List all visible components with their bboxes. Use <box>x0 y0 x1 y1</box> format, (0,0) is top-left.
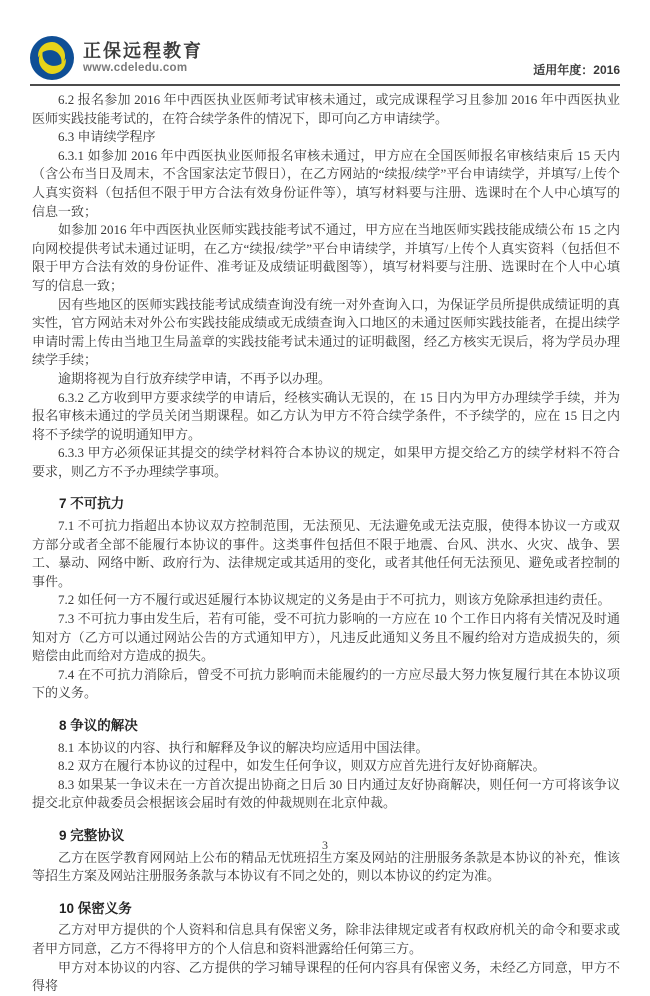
paragraph: 乙方在医学教育网网站上公布的精品无忧班招生方案及网站的注册服务条款是本协议的补充，惟该等招生方案及网站注册服务条款与本协议有不同之处的，则以本协议的约定为准。 <box>32 849 620 884</box>
paragraph: 7.3 不可抗力事由发生后，若有可能，受不可抗力影响的一方应在 10 个工作日内将有关情况及时通知对方（乙方可以通过网站公告的方式通知甲方），凡违反此通知义务且不履约给对方造成损失的，须赔偿由此而给对方造成的损失。 <box>32 611 620 664</box>
brand-block <box>30 36 203 80</box>
page-number: 3 <box>322 838 328 852</box>
section-heading: 8 争议的解决 <box>59 718 138 733</box>
brand-text <box>83 41 203 75</box>
applicable-year-label: 适用年度：2016 <box>533 63 620 77</box>
paragraph: 8.3 如果某一争议未在一方首次提出协商之日后 30 日内通过友好协商解决，则任何一方可将该争议提交北京仲裁委员会根据该会届时有效的仲裁规则在北京仲裁。 <box>32 776 620 811</box>
paragraph: 7.4 在不可抗力消除后，曾受不可抗力影响而未能履约的一方应尽最大努力恢复履行其在本协议项下的义务。 <box>32 666 620 701</box>
page-header <box>30 0 620 86</box>
section-heading: 7 不可抗力 <box>59 496 125 512</box>
document-body <box>32 91 620 996</box>
paragraph: 如参加 2016 年中西医执业医师实践技能考试不通过，甲方应在当地医师实践技能成绩公布 15 之内向网校提供考试未通过证明，在乙方“续报/续学”平台申请续学，并填写/上传个人真实资料（包括但不限于甲方合法有效的身份证件、准考证及成绩证明截图等），填写材料要与注册、选课时在个人中心填写的信息一致； <box>32 222 620 293</box>
paragraph: 8.2 双方在履行本协议的过程中，如发生任何争议，则双方应首先进行友好协商解决。 <box>58 758 546 774</box>
swirl-logo-icon <box>30 36 74 80</box>
paragraph: 7.1 不可抗力指超出本协议双方控制范围，无法预见、无法避免或无法克服，使得本协议一方或双方部分或者全部不能履行本协议的事件。这类事件包括但不限于地震、台风、洪水、火灾、战争、罢工、暴动、网络中断、政府行为、法律规定或其适用的变化，或者其他任何无法预见、避免或者控制的事件。 <box>32 518 620 589</box>
brand-url: www.cdeledu.com <box>83 61 188 74</box>
paragraph: 8.1 本协议的内容、执行和解释及争议的解决均应适用中国法律。 <box>58 739 429 755</box>
paragraph: 6.2 报名参加 2016 年中西医执业医师考试审核未通过，或完成课程学习且参加 2016 年中西医执业医师实践技能考试的，在符合续学条件的情况下，即可向乙方申请续学。 <box>32 92 620 126</box>
brand-name: 正保远程教育 <box>83 41 203 62</box>
paragraph: 逾期将视为自行放弃续学申请，不再予以办理。 <box>58 370 332 386</box>
paragraph: 6.3.2 乙方收到甲方要求续学的申请后，经核实确认无误的，在 15 日内为甲方办理续学手续，并为报名审核未通过的学员关闭当期课程。如乙方认为甲方不符合续学条件，不予续学的，应在 15 日之内将不予续学的说明通知甲方。 <box>32 389 620 442</box>
paragraph: 因有些地区的医师实践技能考试成绩查询没有统一对外查询入口，为保证学员所提供成绩证明的真实性，官方网站未对外公布实践技能成绩或无成绩查询入口地区的未通过医师实践技能者，在提出续学申请时需上传由当地卫生局盖章的实践技能考试未通过的证明截图，经乙方核实无误后，将为学员办理续学手续； <box>32 296 620 368</box>
paragraph: 7.2 如任何一方不履行或迟延履行本协议规定的义务是由于不可抗力，则该方免除承担违约责任。 <box>58 592 611 608</box>
section-heading: 9 完整协议 <box>59 827 125 843</box>
section-heading: 10 保密义务 <box>59 900 132 916</box>
paragraph: 乙方对甲方提供的个人资料和信息具有保密义务，除非法律规定或者有权政府机关的命令和要求或者甲方同意，乙方不得将甲方的个人信息和资料泄露给任何第三方。 <box>32 922 620 956</box>
paragraph: 6.3.3 甲方必须保证其提交的续学材料符合本协议的规定，如果甲方提交给乙方的续学材料不符合要求，则乙方不予办理续学事项。 <box>32 445 620 479</box>
paragraph: 甲方对本协议的内容、乙方提供的学习辅导课程的任何内容具有保密义务，未经乙方同意，甲方不得将 <box>32 959 620 994</box>
paragraph: 6.3 申请续学程序 <box>58 129 156 145</box>
paragraph: 6.3.1 如参加 2016 年中西医执业医师报名审核未通过，甲方应在全国医师报名审核结束后 15 天内（含公布当日及周末，不含国家法定节假日），在乙方网站的“续报/续学”平台申请续学，并填写/上传个人真实资料（包括但不限于甲方合法有效身份证件等），填写材料要与注册、选课时在个人中心填写的信息一致； <box>32 147 620 219</box>
page-footer <box>0 838 650 853</box>
